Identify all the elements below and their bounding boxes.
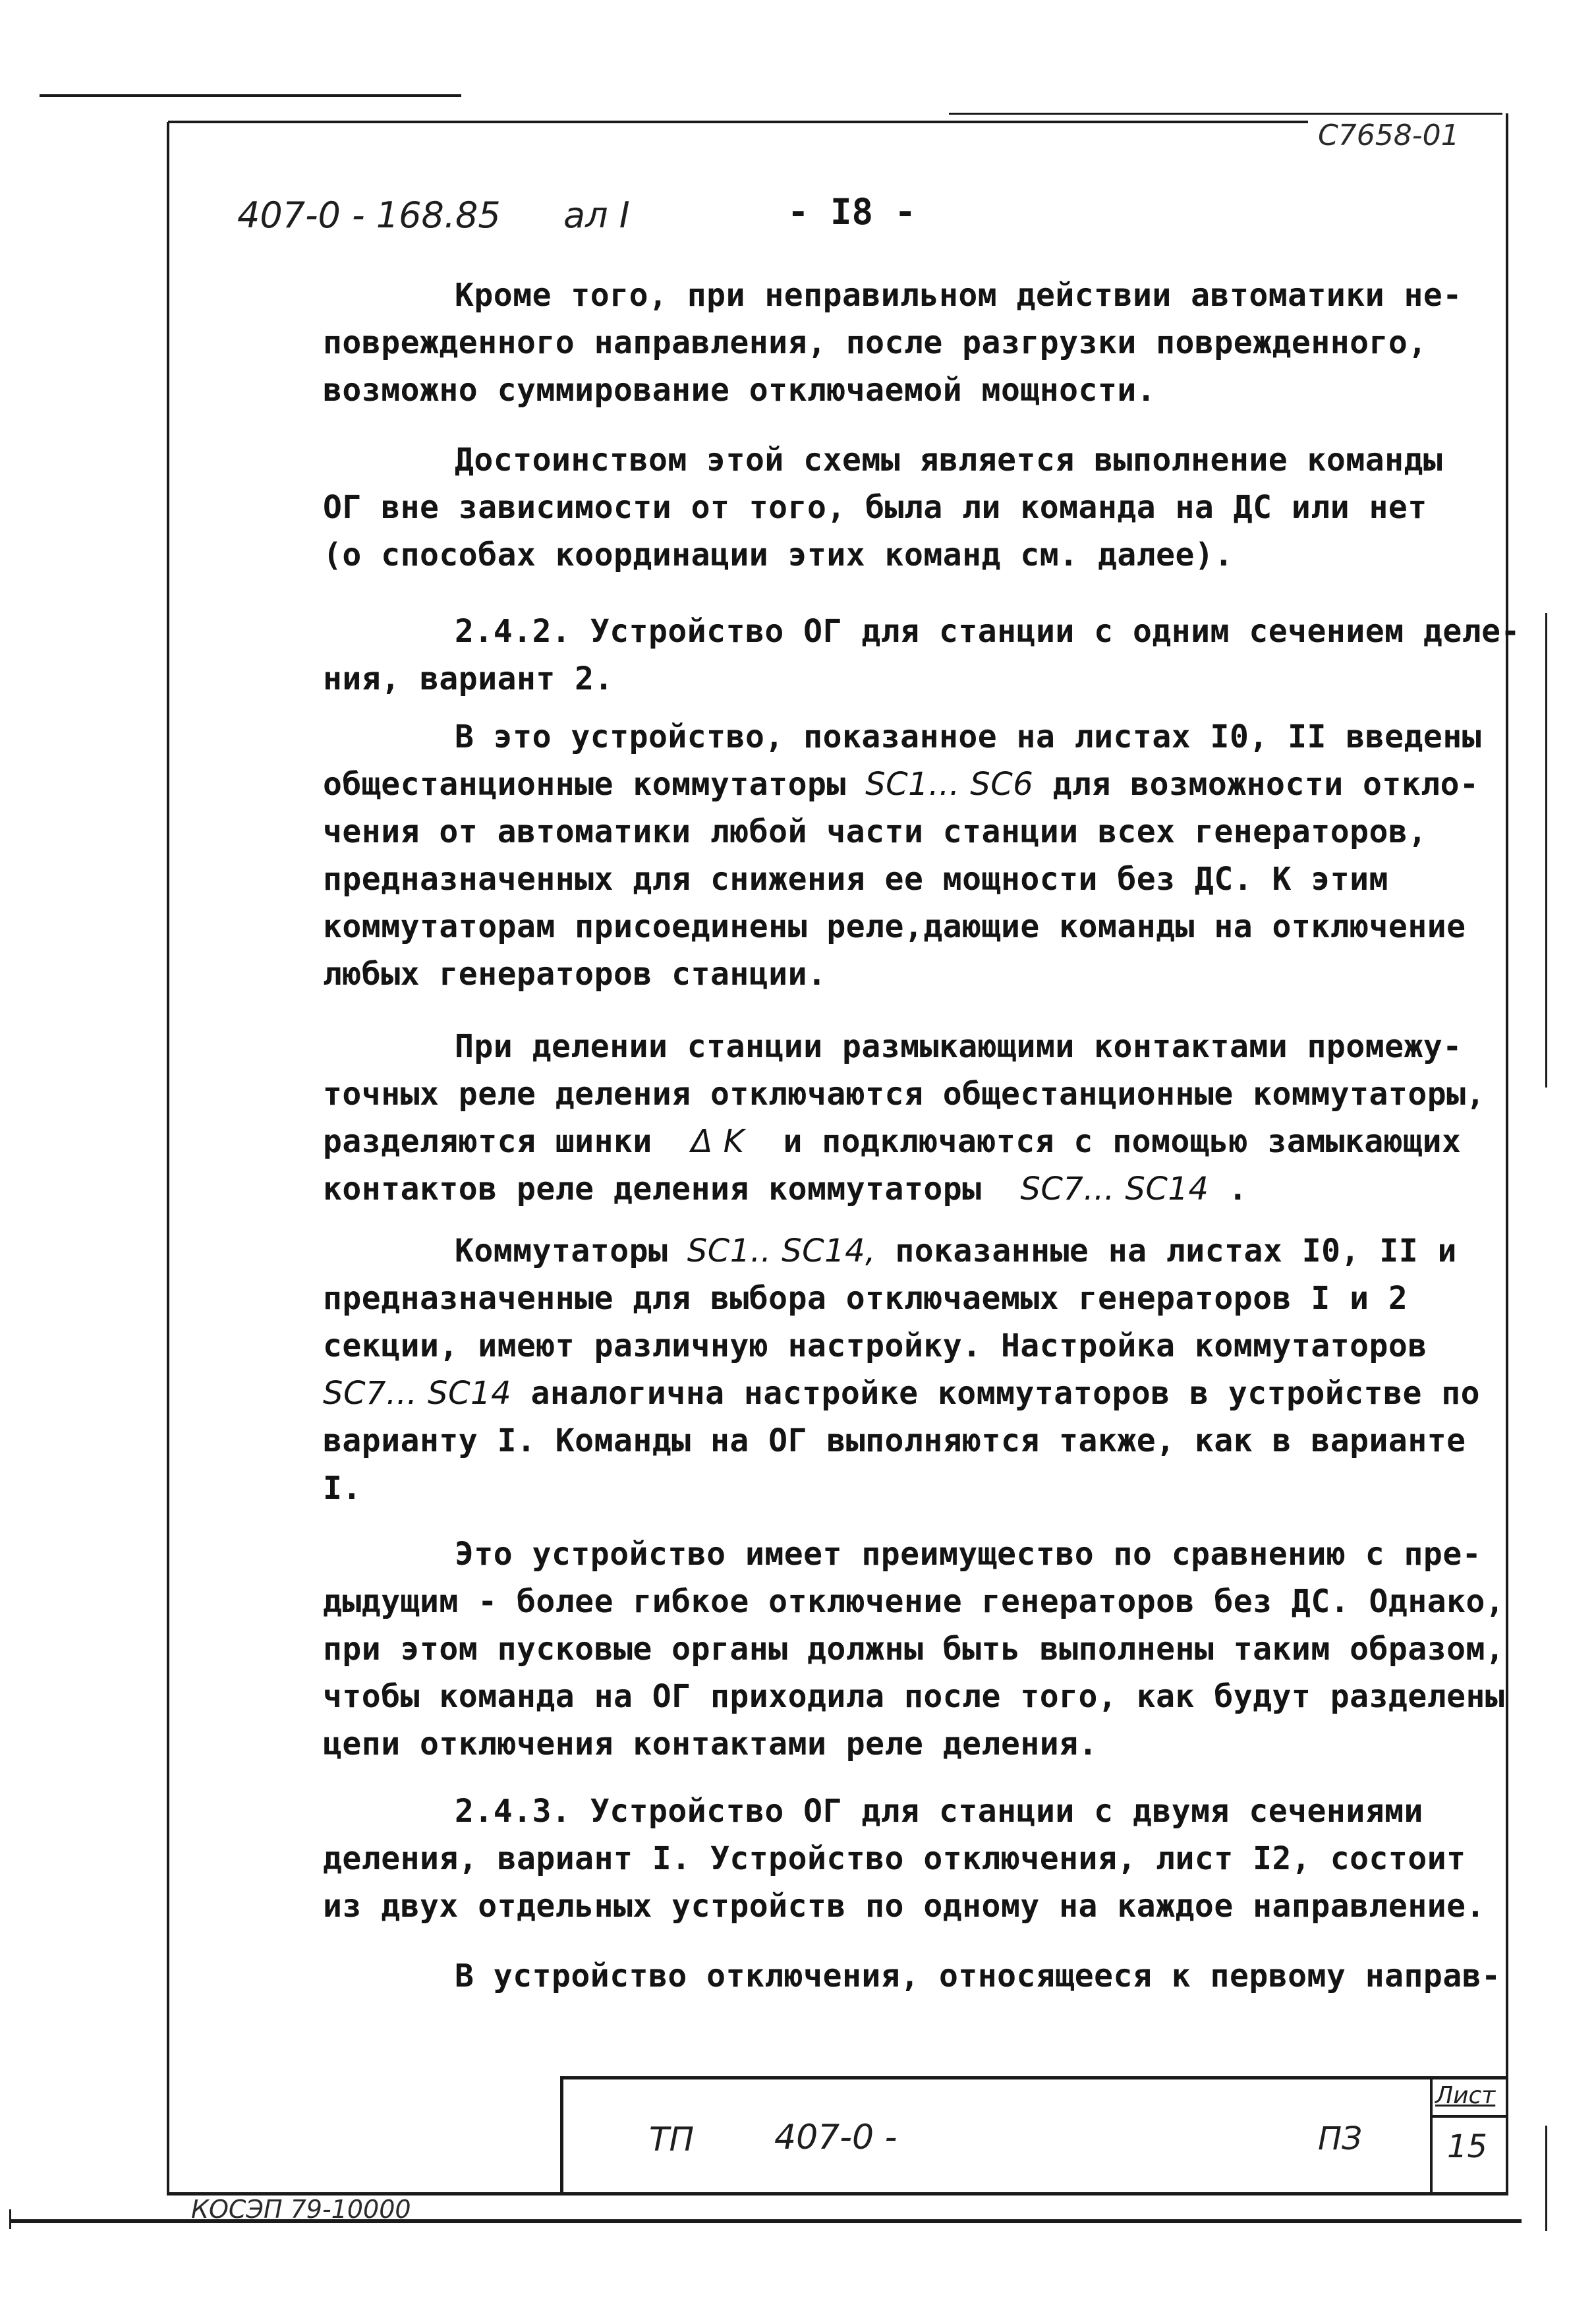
tp-label: ТП <box>649 2120 695 2159</box>
text-line <box>323 1370 1502 1417</box>
paragraph-7 <box>323 1530 1505 1768</box>
text-fragment: для возможности откло- <box>1052 766 1479 803</box>
sheet-cell <box>1430 2079 1506 2192</box>
handwritten-code: SC7... SC14 <box>1020 1171 1209 1207</box>
right-margin-line-lower <box>1545 2126 1547 2231</box>
text-fragment: разделяются шинки <box>323 1123 652 1160</box>
paragraph-2 <box>323 436 1502 579</box>
text-line: поврежденного направления, после разгрузки поврежденного, <box>323 324 1427 361</box>
right-margin-line-upper <box>1545 613 1547 1088</box>
print-code: КОСЭП 79-10000 <box>191 2195 411 2224</box>
text-line: чения от автоматики любой части станции всех генераторов, <box>323 813 1427 850</box>
text-line: В устройство отключения, относящееся к первому направ- <box>455 1958 1501 1994</box>
text-line <box>323 1165 1502 1213</box>
text-line <box>323 1227 1502 1275</box>
text-line: (о способах координации этих команд см. далее). <box>323 537 1234 573</box>
section-2-4-3-heading <box>323 1788 1502 1930</box>
text-line: чтобы команда на ОГ приходила после того, как будут разделены <box>323 1678 1505 1715</box>
text-fragment: общестанционные коммутаторы <box>323 766 846 803</box>
doc-type: ПЗ <box>1318 2120 1362 2157</box>
text-fragment: контактов реле деления коммутаторы <box>323 1171 982 1207</box>
text-line: варианту I. Команды на ОГ выполняются также, как в варианте <box>323 1422 1466 1459</box>
text-line: 2.4.3. Устройство ОГ для станции с двумя сечениями <box>455 1793 1423 1830</box>
top-cut-line <box>40 94 461 97</box>
handwritten-code: SC1.. SC14, <box>687 1233 876 1269</box>
handwritten-code: Δ K <box>691 1123 745 1160</box>
paragraph-4 <box>323 713 1502 998</box>
text-line: Это устройство имеет преимущество по сравнению с пре- <box>455 1536 1482 1573</box>
text-line: из двух отдельных устройств по одному на каждое направление. <box>323 1888 1485 1925</box>
paragraph-5 <box>323 1023 1502 1213</box>
text-line: секции, имеют различную настройку. Настройка коммутаторов <box>323 1327 1427 1364</box>
tp-number: 407-0 - <box>774 2118 898 2157</box>
text-line: любых генераторов станции. <box>323 956 827 993</box>
frame-left-border <box>167 122 169 2195</box>
text-fragment: аналогична настройке коммутаторов в устройстве по <box>530 1375 1481 1412</box>
text-fragment: Коммутаторы <box>455 1233 668 1269</box>
text-line: ния, вариант 2. <box>323 660 613 697</box>
sheet-label-divider <box>1433 2115 1506 2118</box>
text-line: деления, вариант I. Устройство отключения, лист I2, состоит <box>323 1840 1466 1877</box>
paragraph-1 <box>323 272 1502 414</box>
sheet-number: 15 <box>1447 2128 1488 2165</box>
text-line: дыдущим - более гибкое отключение генераторов без ДС. Однако, <box>323 1583 1505 1620</box>
text-line: цепи отключения контактами реле деления. <box>323 1726 1098 1762</box>
text-line <box>323 1118 1502 1165</box>
section-2-4-2-heading <box>323 608 1520 703</box>
handwritten-code: SC1... SC6 <box>865 766 1034 803</box>
text-line: предназначенных для снижения ее мощности без ДС. К этим <box>323 861 1388 898</box>
frame-top-border-right <box>949 113 1502 115</box>
text-fragment: . <box>1228 1171 1248 1207</box>
text-line: Кроме того, при неправильном действии автоматики не- <box>455 277 1462 314</box>
text-line: при этом пусковые органы должны быть выполнены таким образом, <box>323 1631 1505 1668</box>
page-number: - I8 - <box>787 191 917 233</box>
text-line: предназначенные для выбора отключаемых генераторов I и 2 <box>323 1280 1408 1317</box>
archive-code: С7658-01 <box>1318 119 1460 152</box>
page-bottom-tick <box>9 2209 11 2229</box>
frame-right-border <box>1506 113 1508 2195</box>
text-line: Достоинством этой схемы является выполнение команды <box>455 442 1443 479</box>
text-line: В это устройство, показанное на листах I0, II введены <box>455 718 1482 755</box>
text-line: возможно суммирование отключаемой мощности. <box>323 372 1156 409</box>
text-line: I. <box>323 1470 362 1507</box>
text-line <box>323 761 1502 808</box>
text-line: ОГ вне зависимости от того, была ли команда на ДС или нет <box>323 489 1427 526</box>
handwritten-code: SC7... SC14 <box>323 1375 512 1412</box>
album-number: ал I <box>563 194 630 236</box>
text-fragment: показанные на листах I0, II и <box>895 1233 1457 1269</box>
title-block <box>560 2076 1506 2192</box>
paragraph-6 <box>323 1227 1502 1512</box>
text-line: 2.4.2. Устройство ОГ для станции с одним сечением деле- <box>455 613 1520 650</box>
text-line: точных реле деления отключаются общестанционные коммутаторы, <box>323 1076 1485 1113</box>
text-line: коммутаторам присоединены реле,дающие команды на отключение <box>323 908 1466 945</box>
paragraph-9 <box>323 1952 1502 2000</box>
text-line: При делении станции размыкающими контактами промежу- <box>455 1028 1462 1065</box>
text-fragment: и подключаются с помощью замыкающих <box>783 1123 1462 1160</box>
frame-top-border <box>168 121 1308 123</box>
document-number: 407-0 - 168.85 <box>237 194 501 236</box>
sheet-label: Лист <box>1435 2082 1496 2109</box>
